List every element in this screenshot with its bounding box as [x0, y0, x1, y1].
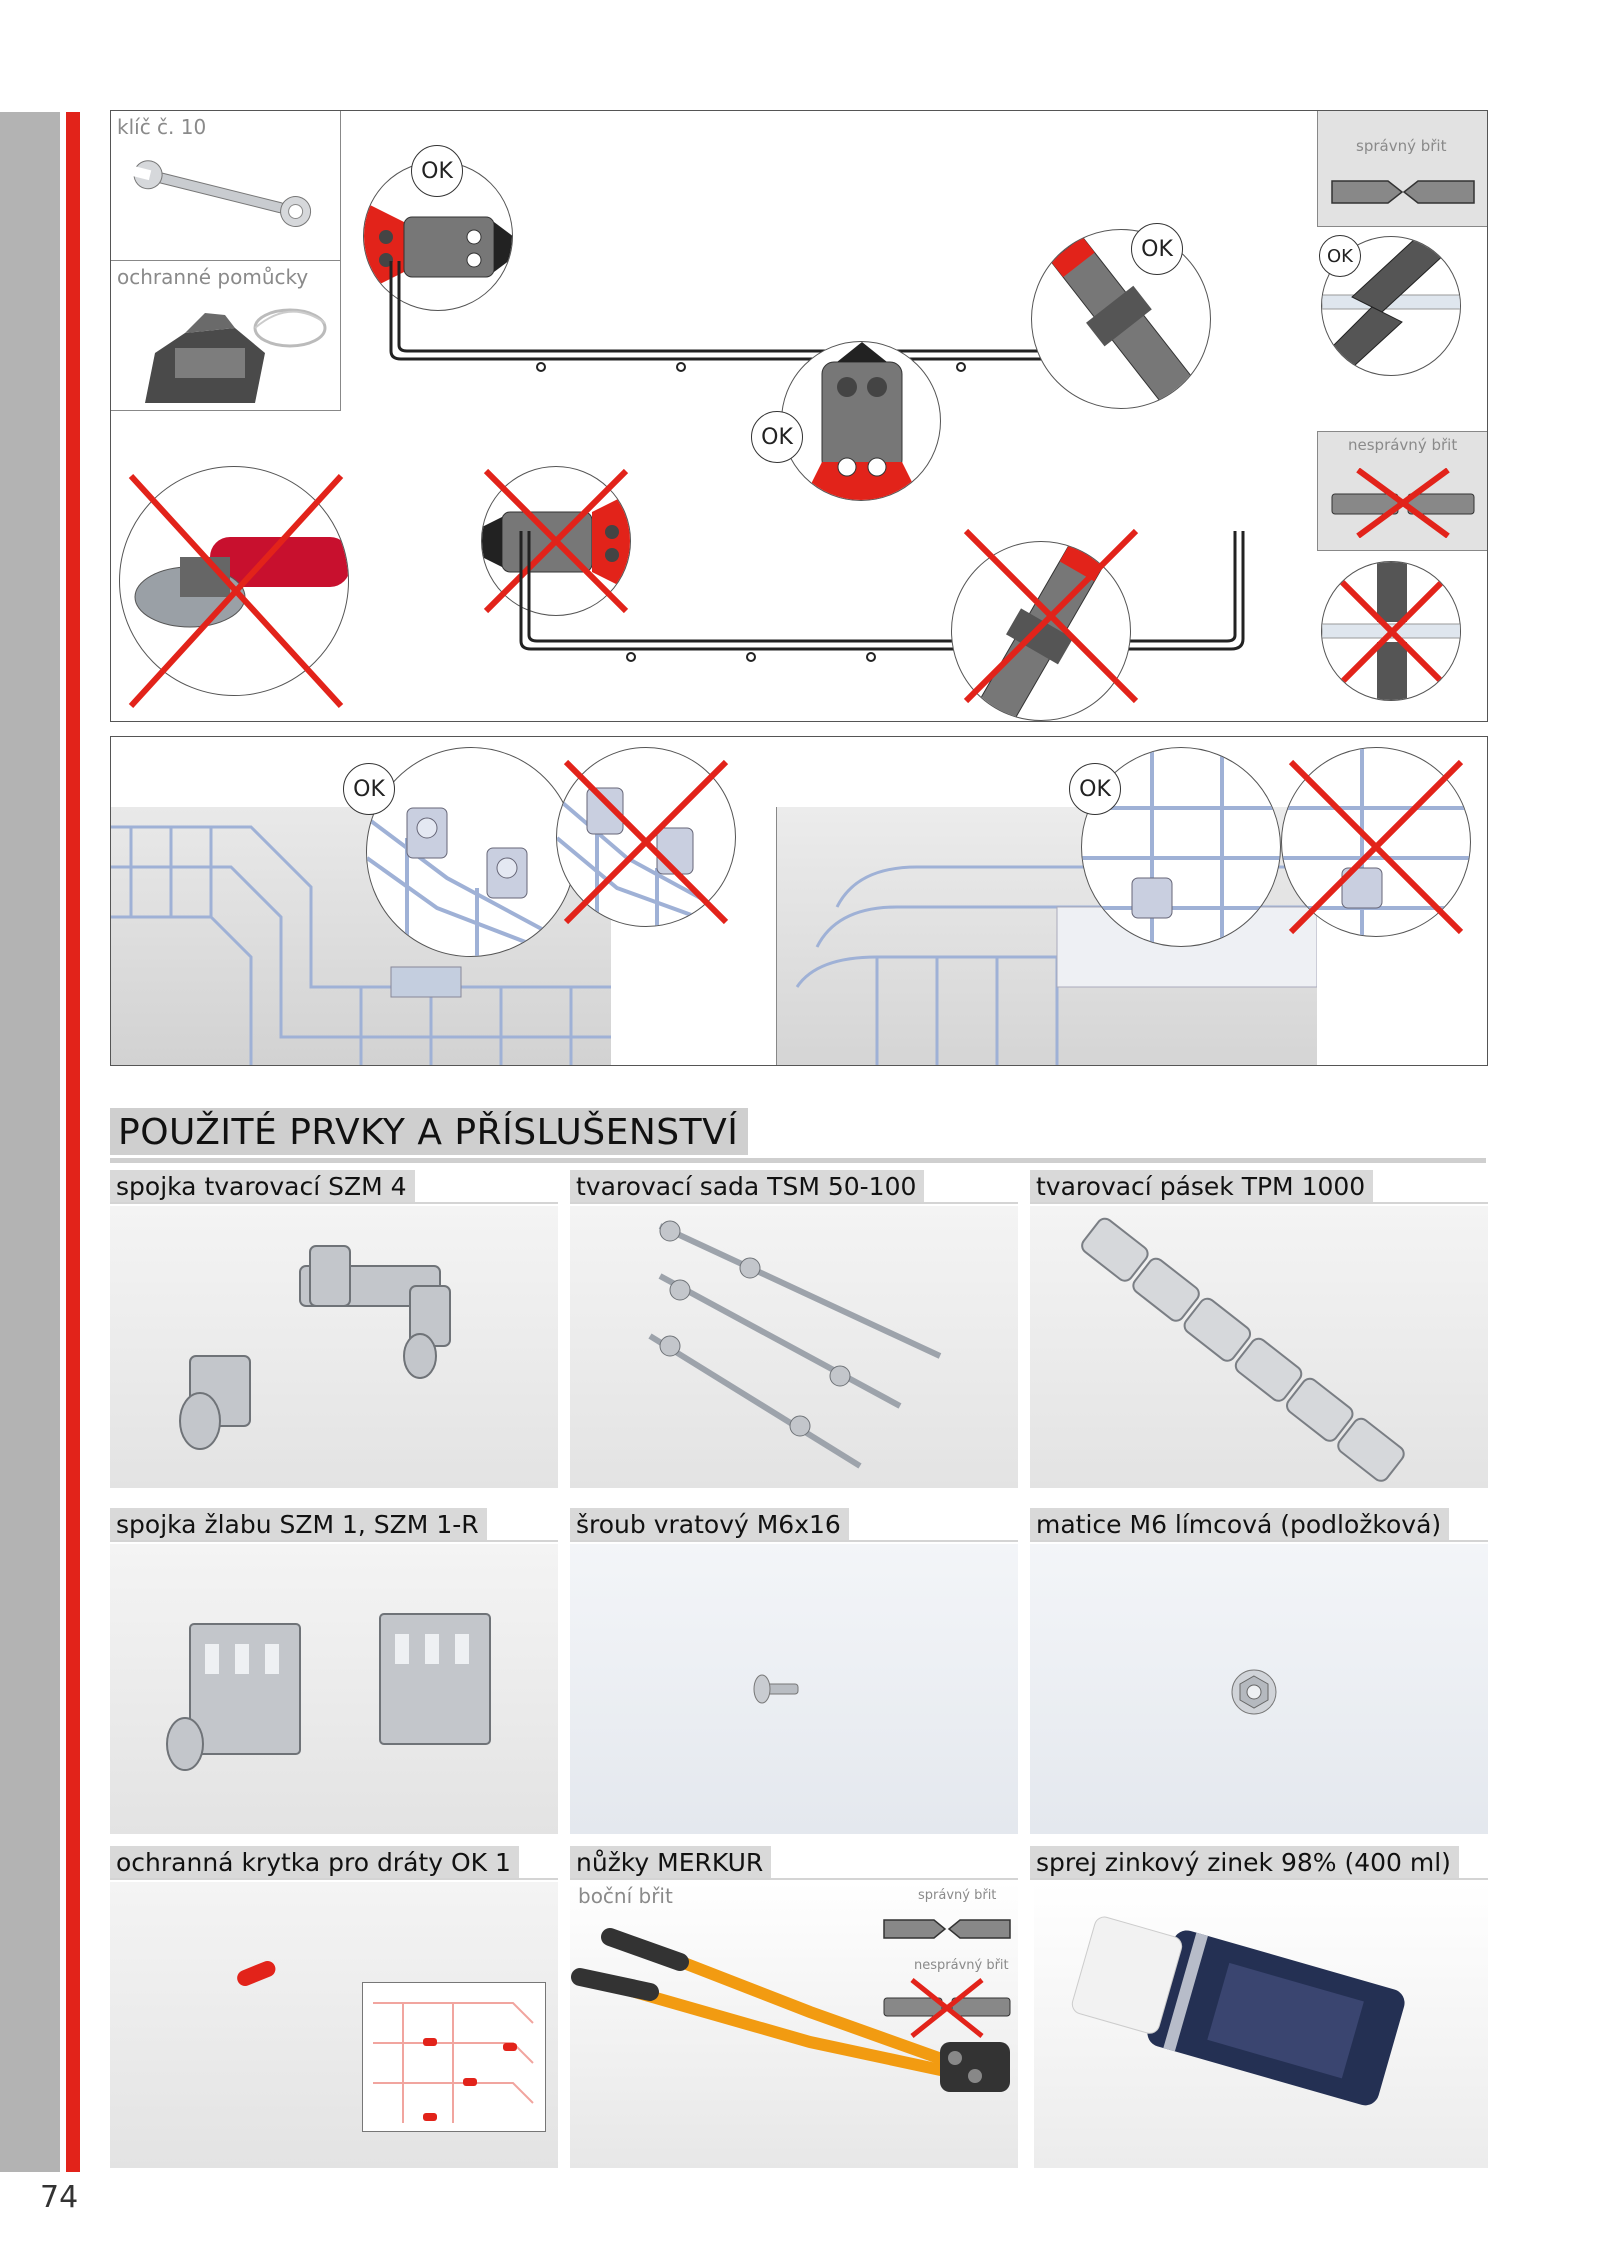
- product-header-zinc-spray: [1030, 1846, 1488, 1880]
- protective-gear-cell: [111, 261, 341, 411]
- product-image-szm4: [110, 1206, 558, 1488]
- correct-blade-icon: [1328, 177, 1478, 207]
- wrench-label: klíč č. 10: [117, 115, 207, 139]
- ok-badge: OK: [343, 763, 395, 815]
- coupling-installation-panel: [110, 736, 1488, 1066]
- product-image-bolt: [570, 1544, 1018, 1834]
- forbidden-x-icon: [111, 466, 361, 716]
- product-name: tvarovací sada TSM 50-100: [570, 1170, 924, 1204]
- product-name: matice M6 límcová (podložková): [1030, 1508, 1449, 1542]
- cable-tray-outline-top: [381, 241, 1141, 391]
- product-name: sprej zinkový zinek 98% (400 ml): [1030, 1846, 1459, 1880]
- product-name: ochranná krytka pro dráty OK 1: [110, 1846, 519, 1880]
- cutter-side-ok-circle: [1031, 229, 1211, 409]
- correct-edge-panel: [1317, 111, 1487, 227]
- forbidden-x-icon: [956, 521, 1146, 711]
- merkur-correct-edge-label: správný břit: [918, 1888, 997, 1903]
- wrench-icon: [115, 147, 335, 257]
- product-name: nůžky MERKUR: [570, 1846, 771, 1880]
- product-image-nut: [1030, 1544, 1488, 1834]
- cutter-top-view-ok-circle: [781, 341, 941, 501]
- gloves-goggles-icon: [115, 293, 335, 408]
- product-image-merkur: [570, 1882, 1018, 2168]
- ok-badge: OK: [411, 145, 463, 197]
- ok-badge: OK: [1069, 763, 1121, 815]
- product-header-szm1: [110, 1508, 558, 1542]
- product-header-tsm: [570, 1170, 1018, 1204]
- section-title: POUŽITÉ PRVKY A PŘÍSLUŠENSTVÍ: [110, 1108, 748, 1155]
- cable-tray-outline-bottom: [511, 531, 1271, 681]
- protective-cap-installed-inset: [362, 1982, 546, 2132]
- product-image-tpm: [1030, 1206, 1488, 1488]
- product-image-ok1: [110, 1882, 558, 2168]
- sidebar-gray-bar: [0, 112, 60, 2172]
- product-header-szm4: [110, 1170, 558, 1204]
- product-header-bolt: [570, 1508, 1018, 1542]
- product-header-ok1: [110, 1846, 558, 1880]
- correct-edge-label: správný břit: [1356, 137, 1447, 155]
- product-name: spojka žlabu SZM 1, SZM 1-R: [110, 1508, 487, 1542]
- sidebar-red-bar: [66, 112, 80, 2172]
- product-image-zinc-spray: [1034, 1882, 1488, 2168]
- product-header-tpm: [1030, 1170, 1488, 1204]
- product-header-nut: [1030, 1508, 1488, 1542]
- product-name: tvarovací pásek TPM 1000: [1030, 1170, 1373, 1204]
- protective-gear-label: ochranné pomůcky: [117, 265, 309, 289]
- ok-badge: OK: [1131, 223, 1183, 275]
- forbidden-x-icon: [556, 752, 736, 932]
- ok-badge: OK: [751, 411, 803, 463]
- section-title-rule: [110, 1158, 1486, 1163]
- page-number: 74: [40, 2180, 79, 2215]
- cutting-instructions-panel: [110, 110, 1488, 722]
- merkur-incorrect-edge-label: nesprávný břit: [914, 1958, 1009, 1973]
- incorrect-edge-label: nesprávný břit: [1348, 436, 1458, 454]
- product-name: šroub vratový M6x16: [570, 1508, 849, 1542]
- product-name: spojka tvarovací SZM 4: [110, 1170, 415, 1204]
- coupling-ok-detail-circle: [366, 747, 576, 957]
- product-image-tsm: [570, 1206, 1018, 1488]
- wrench-cell: [111, 111, 341, 261]
- product-image-szm1: [110, 1544, 558, 1834]
- side-blade-label: boční břit: [578, 1884, 673, 1908]
- bolt-cutter-icon: [570, 1882, 1018, 2168]
- incorrect-cut-circle: [1321, 561, 1461, 701]
- incorrect-blade-icon: [1328, 468, 1478, 538]
- incorrect-edge-panel: [1317, 431, 1487, 551]
- forbidden-x-icon: [1281, 752, 1471, 942]
- ok-badge-small: OK: [1319, 235, 1361, 277]
- product-header-merkur: [570, 1846, 1018, 1880]
